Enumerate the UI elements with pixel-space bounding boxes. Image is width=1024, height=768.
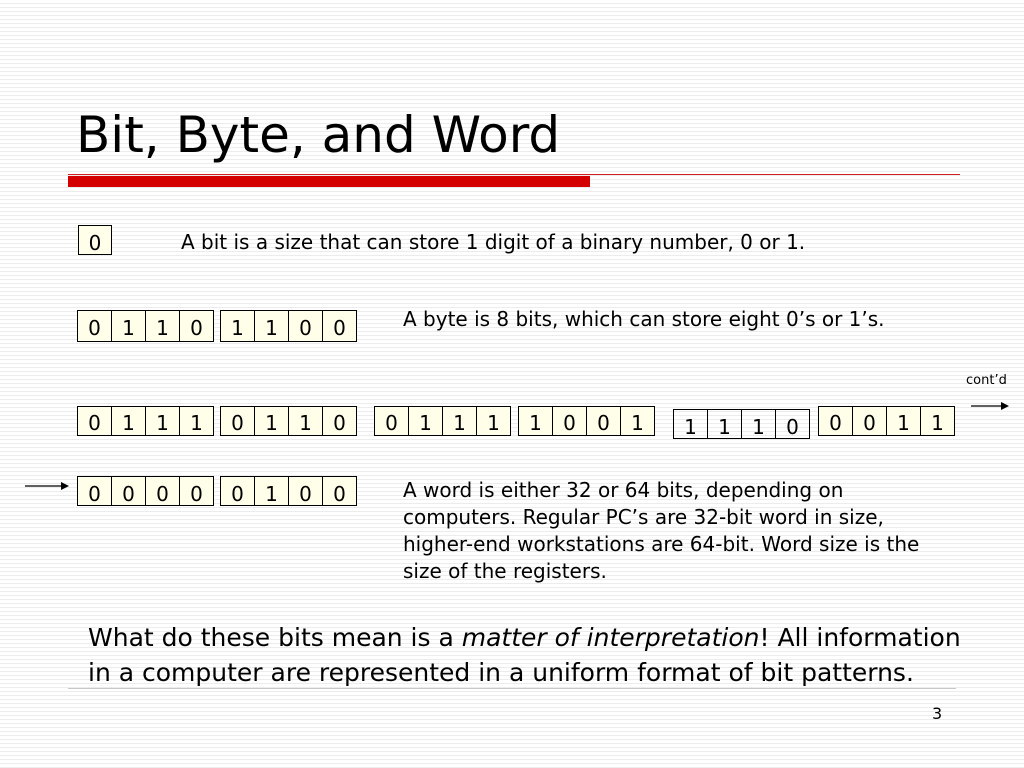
nibble-group [77, 310, 214, 342]
bit-cell: 1 [146, 407, 180, 435]
nibble-group [220, 310, 357, 342]
paragraph-text-end: ! All information in a computer are represented in a uniform format of bit patterns. [88, 623, 961, 687]
bit-cell: 0 [78, 407, 112, 435]
bit-cell: 0 [221, 407, 255, 435]
bit-cell: 0 [553, 407, 587, 435]
bit-cell: 1 [887, 407, 921, 435]
continuation-arrow-icon [24, 480, 70, 492]
nibble-group [77, 406, 214, 436]
byte-description: A byte is 8 bits, which can store eight 0’s or 1’s. [403, 307, 885, 331]
bit-cell: 1 [146, 311, 180, 341]
bit-cell: 1 [255, 407, 289, 435]
nibble-group [374, 406, 511, 436]
bit-cell: 1 [190, 411, 203, 435]
bit-cell: 0 [78, 225, 112, 255]
slide-title: Bit, Byte, and Word [76, 106, 561, 164]
bit-cell: 0 [333, 411, 346, 435]
bit-cell: 0 [289, 311, 323, 341]
bit-cell: 1 [742, 410, 776, 438]
bit-cell: 1 [519, 407, 553, 435]
bit-cell: 0 [333, 316, 346, 340]
bit-cell: 0 [819, 407, 853, 435]
nibble-group [220, 476, 357, 506]
bit-description: A bit is a size that can store 1 digit of a binary number, 0 or 1. [181, 230, 806, 254]
bit-cell: 0 [333, 482, 346, 506]
bit-cell: 0 [146, 477, 180, 505]
bit-cell: 1 [255, 477, 289, 505]
paragraph-text-start: What do these bits mean is a [88, 623, 462, 652]
bit-cell: 1 [443, 407, 477, 435]
page-number: 3 [932, 704, 943, 723]
bit-cell: 0 [221, 477, 255, 505]
bit-cell: 1 [255, 311, 289, 341]
bit-cell: 0 [786, 415, 799, 439]
bit-cell: 1 [289, 407, 323, 435]
interpretation-paragraph [88, 620, 968, 690]
bit-cell: 1 [221, 311, 255, 341]
nibble-group [818, 406, 955, 436]
bit-cell: 1 [674, 410, 708, 438]
paragraph-emphasis: matter of interpretation [461, 623, 760, 652]
bit-cell: 1 [631, 411, 644, 435]
bit-cell: 0 [78, 477, 112, 505]
bit-cell: 0 [190, 316, 203, 340]
bit-cell: 0 [112, 477, 146, 505]
footer-rule [68, 688, 956, 689]
bit-cell: 0 [289, 477, 323, 505]
nibble-group [220, 406, 357, 436]
bit-cell: 0 [587, 407, 621, 435]
bit-cell: 1 [708, 410, 742, 438]
bit-cell: 1 [112, 311, 146, 341]
bit-cell: 0 [190, 482, 203, 506]
bit-cell: 1 [112, 407, 146, 435]
bit-cell: 1 [931, 411, 944, 435]
continued-label: cont’d [966, 373, 1007, 388]
continued-arrow-icon [970, 400, 1010, 412]
bit-cell: 0 [78, 311, 112, 341]
title-underline-rule [68, 174, 960, 175]
word-description: A word is either 32 or 64 bits, depending on computers. Regular PC’s are 32-bit word in size, higher-end workstations are 64-bit. Word size is the size of the registers. [403, 478, 920, 583]
bit-cell: 1 [409, 407, 443, 435]
bit-cell: 1 [487, 411, 500, 435]
nibble-group [518, 406, 655, 436]
nibble-group [673, 409, 810, 439]
bit-cell: 0 [853, 407, 887, 435]
title-accent-bar [68, 176, 590, 187]
bit-cell: 0 [375, 407, 409, 435]
nibble-group [77, 476, 214, 506]
